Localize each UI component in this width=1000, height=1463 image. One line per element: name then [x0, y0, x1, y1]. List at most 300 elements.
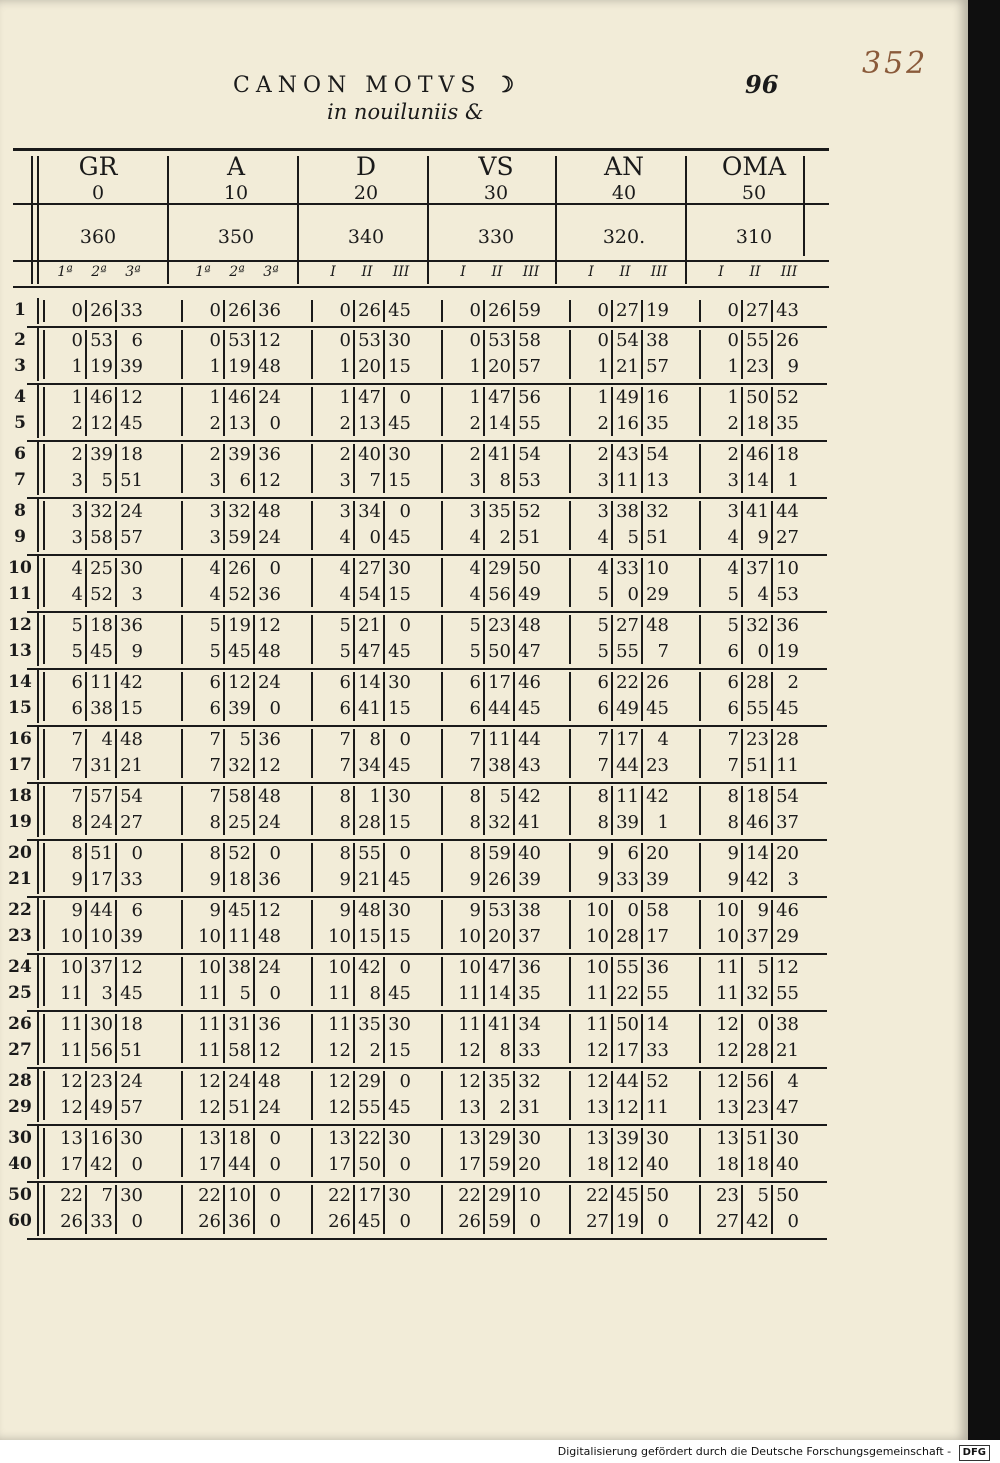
column-rule: [353, 1014, 355, 1063]
column-rule: [223, 957, 225, 1006]
table-value: 8: [369, 729, 381, 750]
column-rule: [85, 957, 87, 1006]
column-rule: [181, 444, 183, 493]
table-value: 22: [358, 1128, 381, 1149]
table-value: 29: [358, 1071, 381, 1092]
column-rule: [483, 1071, 485, 1120]
table-value: 54: [518, 444, 541, 465]
column-rule: [37, 1069, 39, 1122]
column-rule: [353, 1071, 355, 1120]
table-value: 59: [488, 1154, 511, 1175]
column-rule: [253, 900, 255, 949]
column-rule: [181, 1071, 183, 1120]
table-value: 0: [269, 983, 281, 1004]
column-rule: [441, 1128, 443, 1177]
table-value: 5: [101, 470, 113, 491]
column-rule: [37, 556, 39, 609]
column-rule: [483, 1128, 485, 1177]
table-value: 57: [518, 356, 541, 377]
column-rule: [741, 501, 743, 550]
column-rule: [353, 558, 355, 607]
table-value: 10: [198, 926, 221, 947]
table-value: 9: [209, 900, 221, 921]
column-rule: [641, 729, 643, 778]
table-value: 46: [90, 387, 113, 408]
column-rule: [569, 1071, 571, 1120]
table-value: 45: [358, 1211, 381, 1232]
table-value: 51: [518, 527, 541, 548]
table-value: 44: [228, 1154, 251, 1175]
column-rule: [641, 501, 643, 550]
table-value: 52: [776, 387, 799, 408]
table-value: 35: [488, 501, 511, 522]
table-value: 18: [746, 786, 769, 807]
column-rule: [641, 387, 643, 436]
column-rule: [37, 328, 39, 381]
table-value: 47: [358, 387, 381, 408]
table-value: 4: [71, 558, 83, 579]
column-rule: [181, 387, 183, 436]
column-rule: [311, 900, 313, 949]
column-rule: [513, 1128, 515, 1177]
table-value: 40: [358, 444, 381, 465]
column-rule: [223, 444, 225, 493]
table-value: 6: [627, 843, 639, 864]
column-rule: [311, 729, 313, 778]
table-value: 41: [518, 812, 541, 833]
column-rule: [641, 900, 643, 949]
table-value: 11: [60, 1040, 83, 1061]
table-value: 47: [358, 641, 381, 662]
table-value: 27: [776, 527, 799, 548]
table-value: 47: [518, 641, 541, 662]
table-value: 3: [71, 527, 83, 548]
header-subcolumn: 2ª: [229, 264, 245, 280]
table-value: 59: [488, 1211, 511, 1232]
table-value: 6: [469, 672, 481, 693]
column-rule: [441, 558, 443, 607]
rule-line: [27, 725, 827, 727]
column-rule: [311, 615, 313, 664]
table-value: 14: [646, 1014, 669, 1035]
column-rule: [611, 1071, 613, 1120]
table-value: 1: [339, 387, 351, 408]
column-rule: [353, 672, 355, 721]
table-value: 11: [328, 983, 351, 1004]
column-rule: [115, 729, 117, 778]
column-rule: [115, 843, 117, 892]
table-value: 8: [597, 812, 609, 833]
column-rule: [771, 501, 773, 550]
table-value: 40: [518, 843, 541, 864]
table-value: 4: [727, 527, 739, 548]
header-subcolumn: I: [330, 264, 336, 280]
table-value: 41: [746, 501, 769, 522]
table-value: 35: [358, 1014, 381, 1035]
column-rule: [483, 615, 485, 664]
table-value: 13: [328, 1128, 351, 1149]
column-rule: [181, 843, 183, 892]
rule-line: [27, 839, 827, 841]
column-rule: [43, 1128, 45, 1177]
header-subcolumn: I: [718, 264, 724, 280]
table-value: 12: [616, 1154, 639, 1175]
table-value: 38: [228, 957, 251, 978]
header-subcolumn: III: [780, 264, 798, 280]
header-subcolumn: II: [619, 264, 631, 280]
table-value: 0: [71, 330, 83, 351]
column-rule: [569, 786, 571, 835]
row-number: 24: [8, 957, 32, 977]
table-value: 3: [597, 470, 609, 491]
table-value: 51: [90, 843, 113, 864]
table-value: 53: [228, 330, 251, 351]
column-rule: [569, 330, 571, 379]
table-value: 26: [60, 1211, 83, 1232]
column-rule: [483, 1014, 485, 1063]
column-rule: [115, 900, 117, 949]
column-rule: [741, 300, 743, 322]
column-rule: [483, 300, 485, 322]
column-rule: [37, 841, 39, 894]
column-rule: [43, 1185, 45, 1234]
column-rule: [181, 1128, 183, 1177]
table-value: 56: [488, 584, 511, 605]
table-value: 5: [757, 1185, 769, 1206]
table-value: 0: [399, 501, 411, 522]
table-value: 6: [209, 698, 221, 719]
table-value: 0: [209, 300, 221, 321]
table-value: 36: [258, 300, 281, 321]
table-value: 9: [71, 869, 83, 890]
table-value: 11: [328, 1014, 351, 1035]
table-value: 48: [258, 356, 281, 377]
column-rule: [569, 900, 571, 949]
table-value: 32: [518, 1071, 541, 1092]
column-rule: [699, 957, 701, 1006]
table-value: 2: [369, 1040, 381, 1061]
column-rule: [43, 387, 45, 436]
table-value: 51: [228, 1097, 251, 1118]
column-rule: [253, 330, 255, 379]
column-rule: [513, 558, 515, 607]
table-value: 11: [716, 957, 739, 978]
table-value: 6: [209, 672, 221, 693]
table-value: 0: [269, 558, 281, 579]
column-rule: [37, 955, 39, 1008]
column-rule: [85, 558, 87, 607]
column-rule: [223, 1128, 225, 1177]
table-value: 4: [757, 584, 769, 605]
table-value: 45: [228, 900, 251, 921]
table-value: 18: [228, 1128, 251, 1149]
column-rule: [311, 1014, 313, 1063]
rule-line: [27, 668, 827, 670]
header-degree-bottom: 360: [79, 226, 117, 248]
column-rule: [513, 672, 515, 721]
row-number: 6: [14, 444, 26, 464]
table-value: 17: [458, 1154, 481, 1175]
footer-text: Digitalisierung gefördert durch die Deutsche Forschungsgemeinschaft -: [557, 1445, 952, 1458]
table-value: 29: [488, 1128, 511, 1149]
table-value: 43: [518, 755, 541, 776]
column-rule: [115, 1071, 117, 1120]
row-number: 8: [14, 501, 26, 521]
table-value: 22: [198, 1185, 221, 1206]
column-rule: [569, 729, 571, 778]
column-rule: [43, 843, 45, 892]
table-value: 8: [339, 786, 351, 807]
table-value: 0: [399, 1211, 411, 1232]
rule-line: [27, 1238, 827, 1240]
table-value: 20: [646, 843, 669, 864]
column-rule: [483, 729, 485, 778]
table-value: 1: [657, 812, 669, 833]
column-rule: [513, 387, 515, 436]
table-value: 1: [787, 470, 799, 491]
column-rule: [611, 900, 613, 949]
column-rule: [699, 1071, 701, 1120]
column-rule: [37, 784, 39, 837]
table-value: 7: [469, 755, 481, 776]
column-rule: [383, 672, 385, 721]
column-rule: [741, 1071, 743, 1120]
margin-page-number: 352: [862, 46, 929, 81]
table-value: 55: [616, 957, 639, 978]
column-rule: [803, 156, 805, 256]
table-value: 55: [746, 698, 769, 719]
row-number: 18: [8, 786, 32, 806]
header-label: A: [226, 152, 246, 181]
table-value: 45: [646, 698, 669, 719]
table-value: 45: [776, 698, 799, 719]
column-rule: [771, 330, 773, 379]
table-value: 13: [586, 1097, 609, 1118]
table-value: 32: [228, 755, 251, 776]
column-rule: [115, 1128, 117, 1177]
table-value: 59: [488, 843, 511, 864]
table-value: 22: [586, 1185, 609, 1206]
table-value: 0: [787, 1211, 799, 1232]
column-rule: [115, 672, 117, 721]
table-value: 54: [776, 786, 799, 807]
table-value: 11: [646, 1097, 669, 1118]
table-value: 36: [258, 869, 281, 890]
table-value: 48: [646, 615, 669, 636]
table-value: 10: [646, 558, 669, 579]
column-rule: [699, 300, 701, 322]
table-value: 39: [646, 869, 669, 890]
column-rule: [569, 957, 571, 1006]
column-rule: [441, 786, 443, 835]
table-value: 33: [120, 300, 143, 321]
table-value: 4: [657, 729, 669, 750]
column-rule: [311, 1071, 313, 1120]
table-value: 30: [518, 1128, 541, 1149]
table-value: 4: [209, 558, 221, 579]
column-rule: [311, 843, 313, 892]
table-value: 7: [597, 729, 609, 750]
table-value: 44: [616, 1071, 639, 1092]
table-value: 26: [458, 1211, 481, 1232]
table-value: 6: [727, 672, 739, 693]
table-value: 10: [458, 926, 481, 947]
table-value: 13: [646, 470, 669, 491]
table-value: 57: [90, 786, 113, 807]
header-subcolumn: 1ª: [57, 264, 73, 280]
column-rule: [383, 900, 385, 949]
column-rule: [223, 558, 225, 607]
table-value: 31: [228, 1014, 251, 1035]
column-rule: [353, 786, 355, 835]
table-value: 10: [586, 926, 609, 947]
table-value: 11: [60, 983, 83, 1004]
column-rule: [569, 1185, 571, 1234]
table-value: 0: [269, 698, 281, 719]
table-value: 39: [120, 926, 143, 947]
table-value: 10: [586, 957, 609, 978]
table-value: 24: [258, 527, 281, 548]
table-value: 45: [120, 983, 143, 1004]
column-rule: [253, 957, 255, 1006]
column-rule: [611, 957, 613, 1006]
table-value: 10: [328, 926, 351, 947]
table-value: 10: [90, 926, 113, 947]
table-value: 33: [616, 558, 639, 579]
table-value: 5: [727, 615, 739, 636]
table-value: 36: [258, 444, 281, 465]
column-rule: [611, 387, 613, 436]
column-rule: [741, 1185, 743, 1234]
table-value: 9: [597, 869, 609, 890]
column-rule: [741, 957, 743, 1006]
column-rule: [383, 957, 385, 1006]
table-value: 0: [597, 300, 609, 321]
column-rule: [311, 300, 313, 322]
column-rule: [115, 300, 117, 322]
header-degree-bottom: 330: [477, 226, 515, 248]
table-value: 8: [339, 843, 351, 864]
column-rule: [43, 1071, 45, 1120]
column-rule: [483, 558, 485, 607]
table-value: 11: [90, 672, 113, 693]
table-value: 0: [627, 584, 639, 605]
table-value: 3: [209, 501, 221, 522]
column-rule: [611, 330, 613, 379]
column-rule: [383, 1128, 385, 1177]
column-rule: [699, 1014, 701, 1063]
table-value: 12: [458, 1040, 481, 1061]
table-value: 13: [586, 1128, 609, 1149]
column-rule: [383, 786, 385, 835]
column-rule: [771, 444, 773, 493]
page-edge: [968, 0, 1000, 1440]
table-value: 39: [616, 1128, 639, 1149]
column-rule: [85, 300, 87, 322]
column-rule: [253, 300, 255, 322]
table-value: 36: [518, 957, 541, 978]
column-rule: [569, 501, 571, 550]
row-number: 25: [8, 983, 32, 1003]
table-value: 15: [120, 698, 143, 719]
table-value: 53: [776, 584, 799, 605]
table-value: 51: [120, 470, 143, 491]
header-subcolumn: III: [392, 264, 410, 280]
table-value: 14: [358, 672, 381, 693]
table-value: 13: [60, 1128, 83, 1149]
table-value: 0: [131, 1154, 143, 1175]
table-value: 23: [488, 615, 511, 636]
column-rule: [353, 1128, 355, 1177]
table-value: 39: [120, 356, 143, 377]
table-value: 44: [776, 501, 799, 522]
table-value: 3: [727, 501, 739, 522]
column-rule: [441, 387, 443, 436]
table-value: 15: [388, 812, 411, 833]
column-rule: [181, 1014, 183, 1063]
table-value: 50: [358, 1154, 381, 1175]
table-value: 4: [71, 584, 83, 605]
table-value: 8: [71, 843, 83, 864]
table-value: 0: [269, 1154, 281, 1175]
table-value: 5: [597, 615, 609, 636]
column-rule: [699, 843, 701, 892]
table-value: 30: [388, 786, 411, 807]
table-value: 49: [616, 698, 639, 719]
column-rule: [611, 558, 613, 607]
table-value: 26: [646, 672, 669, 693]
column-rule: [31, 156, 33, 284]
table-value: 17: [198, 1154, 221, 1175]
table-value: 0: [399, 957, 411, 978]
row-number: 16: [8, 729, 32, 749]
table-value: 0: [469, 300, 481, 321]
column-rule: [253, 729, 255, 778]
table-value: 7: [469, 729, 481, 750]
table-value: 14: [746, 470, 769, 491]
table-value: 4: [469, 584, 481, 605]
table-value: 13: [358, 413, 381, 434]
table-value: 45: [228, 641, 251, 662]
table-value: 46: [518, 672, 541, 693]
rule-line: [13, 148, 829, 151]
table-value: 56: [90, 1040, 113, 1061]
row-number: 21: [8, 869, 32, 889]
row-number: 27: [8, 1040, 32, 1060]
table-value: 0: [757, 641, 769, 662]
table-value: 12: [228, 672, 251, 693]
table-value: 5: [209, 641, 221, 662]
table-value: 20: [776, 843, 799, 864]
table-value: 10: [328, 957, 351, 978]
column-rule: [513, 1014, 515, 1063]
table-value: 26: [228, 300, 251, 321]
table-value: 2: [597, 444, 609, 465]
page-title: [233, 72, 520, 98]
table-value: 31: [90, 755, 113, 776]
table-value: 11: [488, 729, 511, 750]
column-rule: [441, 330, 443, 379]
column-rule: [569, 615, 571, 664]
table-value: 1: [339, 356, 351, 377]
table-value: 0: [627, 900, 639, 921]
column-rule: [699, 786, 701, 835]
rule-line: [27, 1124, 827, 1126]
table-value: 8: [469, 843, 481, 864]
table-value: 2: [727, 444, 739, 465]
table-value: 38: [518, 900, 541, 921]
row-number: 50: [8, 1185, 32, 1205]
